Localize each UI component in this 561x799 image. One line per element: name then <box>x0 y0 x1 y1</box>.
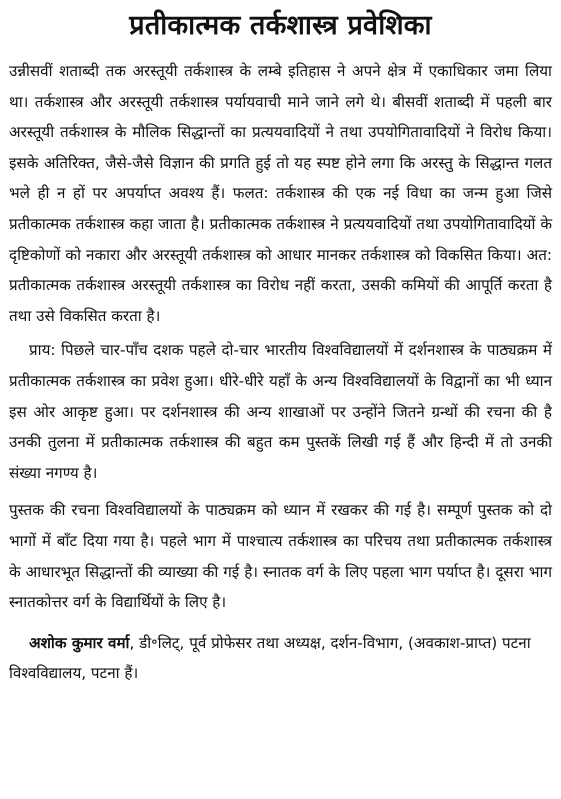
author-note <box>9 628 552 689</box>
paragraph-book-structure: पुस्तक की रचना विश्वविद्यालयों के पाठ्यक्रम को ध्यान में रखकर की गई है। सम्पूर्ण पुस्तक को दो भागों में बाँट दिया गया है। पहले भाग में पाश्चात्य तर्कशास्त्र का परिचय तथा प्रतीकात्मक तर्कशास्त्र के आधारभूत सिद्धान्तों की व्याख्या की गई है। स्नातक वर्ग के लिए पहला भाग पर्याप्त है। दूसरा भाग स्नातकोत्तर वर्ग के विद्यार्थियों के लिए है। <box>9 501 552 612</box>
author-name: अशोक कुमार वर्मा <box>29 633 130 652</box>
author-details: , डी॰लिट्, पूर्व प्रोफेसर तथा अध्यक्ष, दर्शन-विभाग, (अवकाश-प्राप्त) पटना विश्वविद्यालय, पटना हैं। <box>9 633 531 683</box>
paragraph-intro: उन्नीसवीं शताब्दी तक अरस्तूयी तर्कशास्त्र के लम्बे इतिहास ने अपने क्षेत्र में एकाधिकार जमा लिया था। तर्कशास्त्र और अरस्तूयी तर्कशास्त्र पर्यायवाची माने जाने लगे थे। बीसवीं शताब्दी में पहली बार अरस्तूयी तर्कशास्त्र के मौलिक सिद्धान्तों का प्रत्ययवादियों ने तथा उपयोगितावादियों ने विरोध किया। इसके अतिरिक्त, जैसे-जैसे विज्ञान की प्रगति हुई तो यह स्पष्ट होने लगा कि अरस्तु के सिद्धान्त गलत भले ही न हों पर अपर्याप्त अवश्य हैं। फलत: तर्कशास्त्र की एक नई विधा का जन्म हुआ जिसे प्रतीकात्मक तर्कशास्त्र कहा जाता है। प्रतीकात्मक तर्कशास्त्र ने प्रत्ययवादियों तथा उपयोगितावादियों के दृष्टिकोणों को नकारा और अरस्तूयी तर्कशास्त्र को आधार मानकर तर्कशास्त्र को विकसित किया। अत: प्रतीकात्मक तर्कशास्त्र अरस्तूयी तर्कशास्त्र का विरोध नहीं करता, उसकी कमियों की आपूर्ति करता है तथा उसे विकसित करता है। <box>9 62 552 325</box>
page-title: प्रतीकात्मक तर्कशास्त्र प्रवेशिका <box>129 10 432 41</box>
paragraph-university-context: प्राय: पिछले चार-पाँच दशक पहले दो-चार भारतीय विश्वविद्यालयों में दर्शनशास्त्र के पाठ्यक्रम में प्रतीकात्मक तर्कशास्त्र का प्रवेश हुआ। धीरे-धीरे यहाँ के अन्य विश्वविद्यालयों के विद्वानों का भी ध्यान इस ओर आकृष्ट हुआ। पर दर्शनशास्त्र की अन्य शाखाओं पर उन्होंने जितने ग्रन्थों की रचना की है उनकी तुलना में प्रतीकात्मक तर्कशास्त्र की बहुत कम पुस्तकें लिखी गई हैं और हिन्दी में तो उनकी संख्या नगण्य है। <box>9 341 552 482</box>
